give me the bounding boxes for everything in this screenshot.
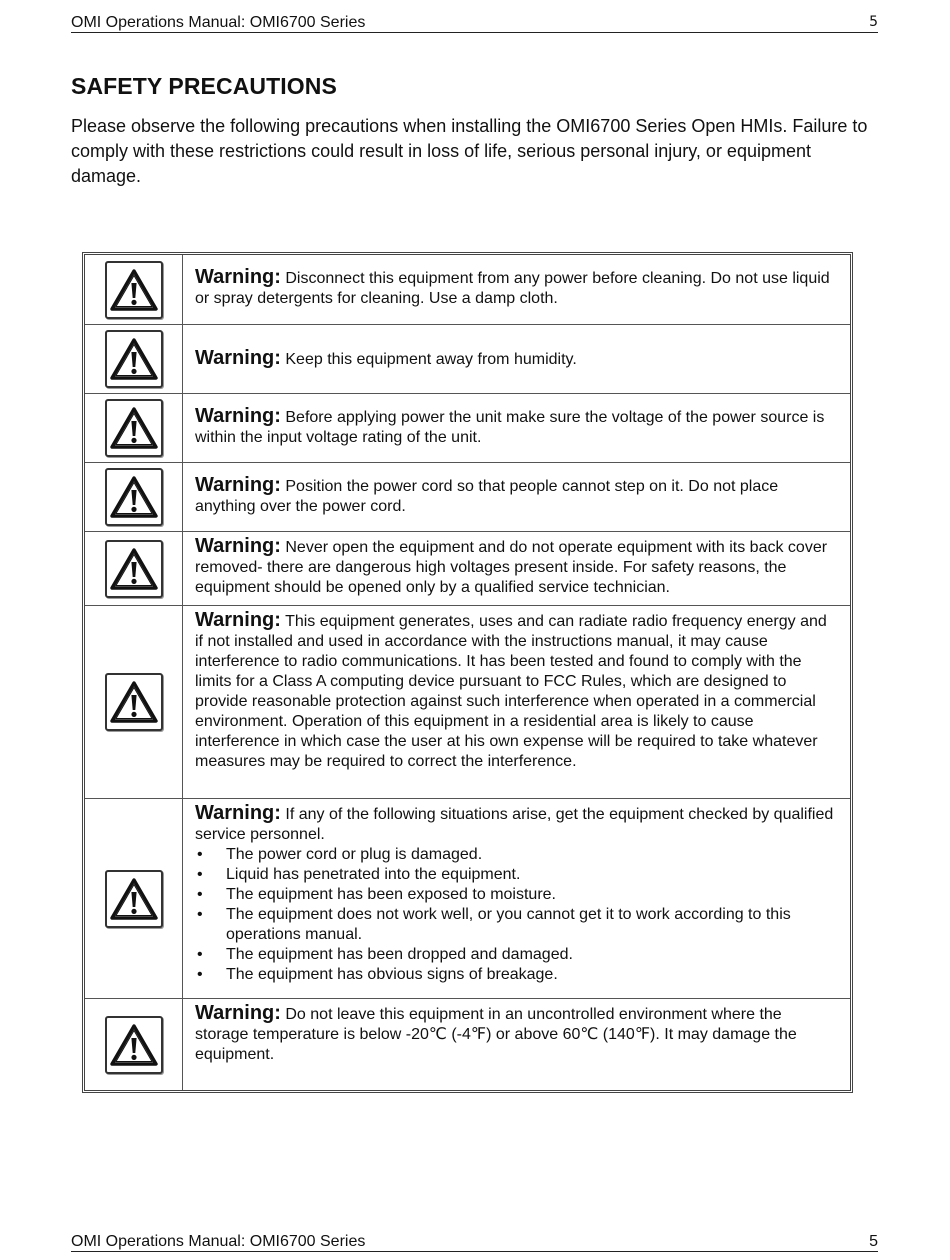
icon-cell (85, 532, 183, 605)
warning-text-cell (183, 799, 850, 998)
warning-label: Warning: (195, 474, 281, 496)
section-title: SAFETY PRECAUTIONS (71, 73, 337, 99)
warning-triangle-icon (105, 330, 163, 388)
list-item: • The equipment has been exposed to moisture. (195, 885, 836, 905)
icon-cell (85, 325, 183, 393)
warning-row (85, 606, 850, 799)
warning-triangle-icon (105, 1016, 163, 1074)
warning-triangle-icon (105, 870, 163, 928)
warning-row (85, 255, 850, 325)
warning-row (85, 799, 850, 999)
icon-cell (85, 255, 183, 324)
warning-triangle-icon (105, 540, 163, 598)
list-item: • The equipment has obvious signs of breakage. (195, 965, 836, 985)
warning-text-cell (183, 463, 850, 531)
warning-text-cell (183, 999, 850, 1090)
icon-cell (85, 799, 183, 998)
warning-text: Position the power cord so that people cannot step on it. Do not place anything over the power cord. (195, 478, 779, 515)
warning-text-cell (183, 606, 850, 798)
warning-text: Disconnect this equipment from any power before cleaning. Do not use liquid or spray detergents for cleaning. Use a damp cloth. (195, 270, 830, 307)
warning-triangle-icon (105, 399, 163, 457)
list-item: • The equipment does not work well, or you cannot get it to work according to this operations manual. (195, 905, 836, 945)
footer-page-number: 5 (869, 1233, 878, 1250)
header-title: OMI Operations Manual: OMI6700 Series (71, 14, 366, 31)
icon-cell (85, 463, 183, 531)
warning-text-cell (183, 325, 850, 393)
warning-text: This equipment generates, uses and can radiate radio frequency energy and if not installed and used in accordance with the instructions manual, it may cause interference to radio communications. It has been tested and found to comply with the limits for a Class A computing device pursuant to FCC Rules, which are designed to provide reasonable protection against such interference when operated in a commercial environment. Operation of this equipment in a residential area is likely to cause interference in which case the user at his own expense will be required to take whatever measures may be required to correct the interference. (195, 613, 827, 770)
warning-triangle-icon (105, 673, 163, 731)
warning-label: Warning: (195, 347, 281, 369)
situation-list (195, 845, 836, 985)
warning-triangle-icon (105, 468, 163, 526)
list-item: • Liquid has penetrated into the equipment. (195, 865, 836, 885)
icon-cell (85, 999, 183, 1090)
icon-cell (85, 394, 183, 462)
warning-text-cell (183, 394, 850, 462)
icon-cell (85, 606, 183, 798)
warning-label: Warning: (195, 535, 281, 557)
running-header (71, 13, 878, 33)
warning-text-cell (183, 255, 850, 324)
warnings-table (82, 252, 853, 1093)
warning-row (85, 999, 850, 1090)
list-item: • The equipment has been dropped and damaged. (195, 945, 836, 965)
warning-label: Warning: (195, 1002, 281, 1024)
warning-row (85, 532, 850, 606)
running-footer (71, 1232, 878, 1252)
warning-label: Warning: (195, 266, 281, 288)
intro-paragraph: Please observe the following precautions when installing the OMI6700 Series Open HMIs. Failure to comply with these restrictions could result in loss of life, serious personal injury, or equipment damage. (71, 116, 868, 186)
warning-text: If any of the following situations arise, get the equipment checked by qualified service personnel. (195, 806, 834, 843)
footer-title: OMI Operations Manual: OMI6700 Series (71, 1233, 366, 1250)
warning-triangle-icon (105, 261, 163, 319)
warning-text: Never open the equipment and do not operate equipment with its back cover removed- there are dangerous high voltages present inside. For safety reasons, the equipment should be opened only by a qualified service technician. (195, 539, 828, 596)
warning-label: Warning: (195, 405, 281, 427)
warning-row (85, 463, 850, 532)
warning-text: Do not leave this equipment in an uncontrolled environment where the storage temperature is below -20℃ (-4℉) or above 60℃ (140℉). It may damage the equipment. (195, 1006, 797, 1063)
warning-label: Warning: (195, 609, 281, 631)
warning-row (85, 325, 850, 394)
header-page-number: 5 (869, 14, 878, 30)
warning-text-cell (183, 532, 850, 605)
warning-text: Keep this equipment away from humidity. (285, 351, 577, 368)
warning-text: Before applying power the unit make sure the voltage of the power source is within the input voltage rating of the unit. (195, 409, 825, 446)
list-item: • The power cord or plug is damaged. (195, 845, 836, 865)
warning-row (85, 394, 850, 463)
warning-label: Warning: (195, 802, 281, 824)
